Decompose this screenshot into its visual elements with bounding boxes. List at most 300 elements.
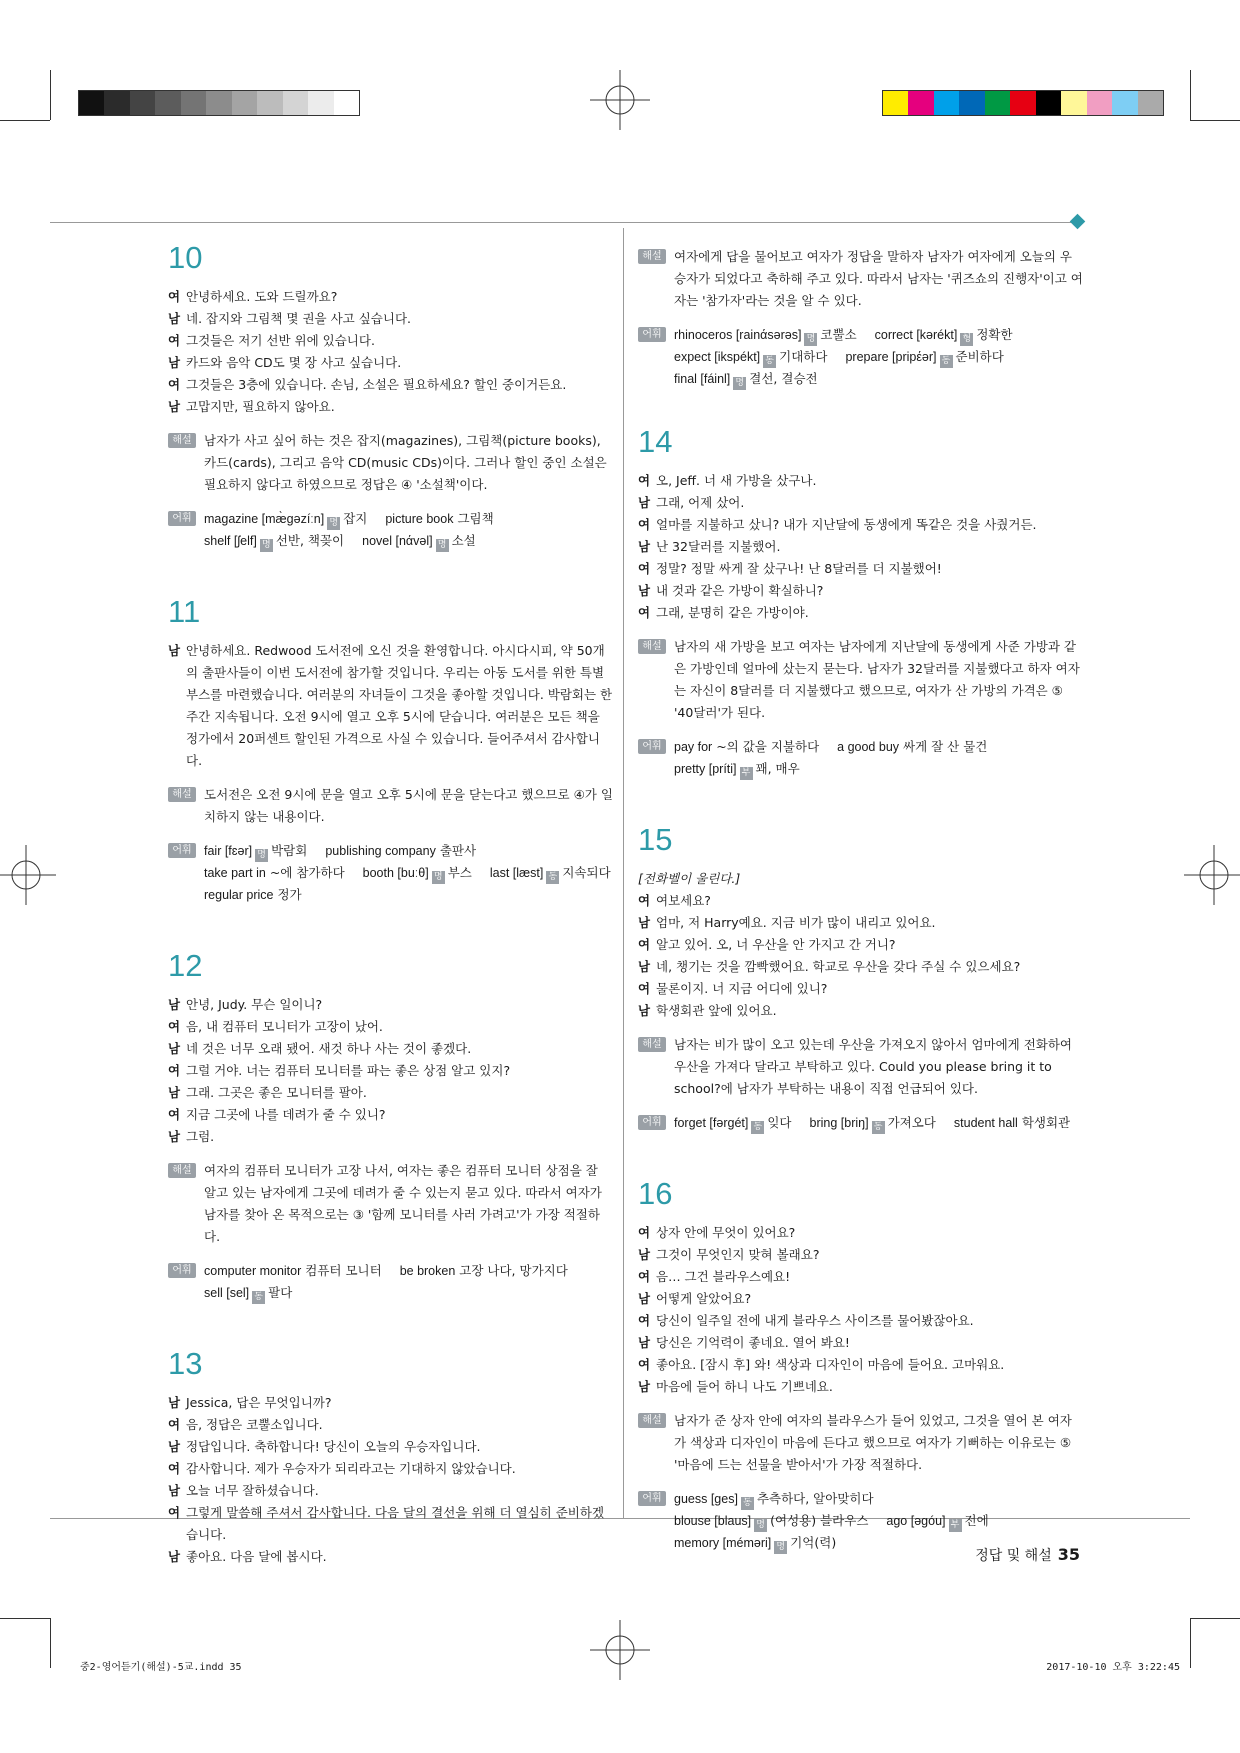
dialogue-line (168, 374, 613, 396)
utterance: 정말? 정말 싸게 잘 샀구나! 난 8달러를 더 지불했어! (656, 561, 942, 576)
cmyk-color-bar (882, 90, 1164, 116)
part-of-speech-badge: 명 (260, 539, 273, 552)
vocabulary (168, 1260, 613, 1304)
crop-mark (1190, 1618, 1191, 1668)
page-footer (975, 1545, 1080, 1565)
vocab-word: booth [buːθ] (362, 866, 429, 880)
speaker: 남 (168, 311, 181, 326)
vocab-word: ago [əgóu] (886, 1514, 946, 1528)
part-of-speech-badge: 명 (754, 1519, 767, 1532)
utterance: 당신이 일주일 전에 내게 블라우스 사이즈를 물어봤잖아요. (656, 1313, 974, 1328)
part-of-speech-badge: 부 (949, 1519, 962, 1532)
slug-filename: 중2-영어듣기(해설)-5교.indd 35 (80, 1662, 242, 1673)
speaker: 여 (168, 1107, 181, 1122)
vocab-badge: 어휘 (168, 1263, 196, 1278)
vocab-item (886, 1510, 988, 1532)
question-number: 15 (638, 822, 673, 857)
speaker: 남 (168, 399, 181, 414)
utterance: 네, 챙기는 것을 깜빡했어요. 학교로 우산을 갖다 주실 수 있으세요? (656, 959, 1021, 974)
dialogue-line (168, 1104, 613, 1126)
dialogue-line (638, 558, 1083, 580)
explanation (168, 784, 613, 828)
dialogue (168, 1392, 613, 1568)
vocab-item (837, 736, 987, 758)
speaker: 여 (638, 605, 651, 620)
color-swatch (79, 91, 104, 115)
dialogue-line (638, 1332, 1083, 1354)
speaker: 여 (168, 1505, 181, 1520)
vocab-item (845, 346, 1003, 368)
vocab-word: pretty [príti] (674, 762, 737, 776)
explanation-text: 남자가 준 상자 안에 여자의 블라우스가 들어 있었고, 그것을 열어 본 여자가 색상과 디자인이 마음에 든다고 했으므로 여자가 기뻐하는 이유로는 ⑤ '마음에 드는 선물을 받아서'가 가장 적절하다. (674, 1413, 1072, 1472)
explanation-text: 남자가 사고 싶어 하는 것은 잡지(magazines), 그림책(picture books), 카드(cards), 그리고 음악 CD(music CDs)이다. 그러나 할인 중인 소설은 필요하지 않다고 하였으므로 정답은 ④ '소설책'이다. (204, 433, 607, 492)
color-swatch (883, 91, 908, 115)
utterance: 그것이 무엇인지 맞혀 볼래요? (656, 1247, 820, 1262)
crop-mark (1190, 1618, 1240, 1619)
dialogue-line (168, 1458, 613, 1480)
explain-badge: 해설 (168, 787, 196, 802)
vocab-badge: 어휘 (168, 843, 196, 858)
explanation (638, 1034, 1083, 1100)
speaker: 남 (638, 1247, 651, 1262)
vocab-item (385, 508, 493, 530)
utterance: 그래, 분명히 같은 가방이야. (656, 605, 809, 620)
utterance: 안녕, Judy. 무슨 일이니? (186, 997, 323, 1012)
vocab-meaning: 컴퓨터 모니터 (305, 1263, 382, 1278)
question-12 (168, 948, 613, 1304)
speaker: 남 (168, 997, 181, 1012)
part-of-speech-badge: 명 (774, 1541, 787, 1554)
question-number: 10 (168, 240, 203, 275)
dialogue-line (638, 956, 1083, 978)
speaker: 남 (168, 1395, 181, 1410)
explanation-text: 여자의 컴퓨터 모니터가 고장 나서, 여자는 좋은 컴퓨터 모니터 상점을 잘 알고 있는 남자에게 그곳에 데려가 줄 수 있는지 묻고 있다. 따라서 여자가 남자를 찾아 온 목적으로는 ③ '함께 모니터를 사러 가려고'가 가장 적절하다. (204, 1163, 602, 1244)
dialogue-line (168, 1414, 613, 1436)
color-swatch (985, 91, 1010, 115)
vocab-item (674, 1510, 868, 1532)
dialogue-line (168, 1480, 613, 1502)
vocab-word: last [læst] (489, 866, 544, 880)
vocab-item (363, 862, 472, 884)
utterance: 그래, 어제 샀어. (656, 495, 745, 510)
vocab-item (204, 884, 302, 906)
utterance: 카드와 음악 CD도 몇 장 사고 싶습니다. (186, 355, 402, 370)
part-of-speech-badge: 명 (804, 333, 817, 346)
part-of-speech-badge: 동 (741, 1497, 754, 1510)
explain-badge: 해설 (168, 1163, 196, 1178)
vocab-word: sell [sel] (204, 1286, 250, 1300)
vocab-meaning: 잊다 (767, 1115, 792, 1130)
dialogue (638, 470, 1083, 624)
speaker: 여 (168, 1063, 181, 1078)
part-of-speech-badge: 형 (960, 333, 973, 346)
color-swatch (1036, 91, 1061, 115)
column-divider (623, 228, 624, 1518)
vocab-word: shelf [ʃelf] (204, 534, 257, 548)
vocab-word: blouse [blaus] (674, 1514, 752, 1528)
dialogue-line (168, 396, 613, 418)
dialogue-line (638, 912, 1083, 934)
dialogue-line (638, 580, 1083, 602)
part-of-speech-badge: 명 (255, 849, 268, 862)
speaker: 여 (168, 1019, 181, 1034)
dialogue-line (168, 1392, 613, 1414)
vocab-meaning: ~의 값을 지불하다 (716, 739, 820, 754)
utterance: 음, 정답은 코뿔소입니다. (186, 1417, 323, 1432)
utterance: 좋아요. 다음 달에 봅시다. (186, 1549, 327, 1564)
speaker: 남 (168, 1085, 181, 1100)
vocab-list (204, 508, 613, 552)
dialogue (168, 994, 613, 1148)
question-number: 16 (638, 1176, 673, 1211)
vocab-meaning: 전에 (964, 1513, 989, 1528)
crop-mark (1190, 70, 1191, 120)
explain-badge: 해설 (638, 249, 666, 264)
dialogue-line (168, 330, 613, 352)
utterance: 당신은 기억력이 좋네요. 열어 봐요! (656, 1335, 850, 1350)
dialogue-line (638, 1376, 1083, 1398)
part-of-speech-badge: 명 (432, 871, 445, 884)
vocab-item (325, 840, 476, 862)
utterance: 지금 그곳에 나를 데려가 줄 수 있니? (186, 1107, 386, 1122)
vocab-word: prepare [pripέər] (845, 350, 937, 364)
speaker: 남 (638, 915, 651, 930)
vocab-word: a good buy (837, 740, 900, 754)
question-14 (638, 424, 1083, 780)
registration-mark-icon (590, 70, 650, 130)
utterance: 안녕하세요. 도와 드릴까요? (186, 289, 338, 304)
vocab-item (674, 1488, 874, 1510)
vocab-item (674, 324, 857, 346)
utterance: 여보세요? (656, 893, 711, 908)
speaker: 여 (638, 937, 651, 952)
color-swatch (181, 91, 206, 115)
dialogue-line (638, 602, 1083, 624)
explain-badge: 해설 (638, 1413, 666, 1428)
vocab-meaning: 학생회관 (1021, 1115, 1071, 1130)
vocab-item (674, 1112, 792, 1134)
speaker: 남 (638, 1335, 651, 1350)
speaker: 여 (638, 1225, 651, 1240)
speaker: 여 (638, 1269, 651, 1284)
dialogue-line (168, 1126, 613, 1148)
color-swatch (1112, 91, 1137, 115)
dialogue-line (638, 492, 1083, 514)
explanation (638, 1410, 1083, 1476)
vocab-item (490, 862, 611, 884)
dialogue-line (638, 978, 1083, 1000)
utterance: Jessica, 답은 무엇입니까? (186, 1395, 332, 1410)
registration-mark-icon (1184, 845, 1240, 905)
utterance: 좋아요. [잠시 후] 와! 색상과 디자인이 마음에 들어요. 고마워요. (656, 1357, 1005, 1372)
speaker: 여 (638, 561, 651, 576)
dialogue-line (168, 994, 613, 1016)
right-column (638, 246, 1083, 1596)
footer-label: 정답 및 해설 (975, 1548, 1052, 1564)
part-of-speech-badge: 부 (740, 767, 753, 780)
utterance: 음, 내 컴퓨터 모니터가 고장이 났어. (186, 1019, 383, 1034)
color-swatch (232, 91, 257, 115)
left-column (168, 240, 613, 1610)
dialogue-line (638, 1310, 1083, 1332)
dialogue-line (168, 1038, 613, 1060)
dialogue-line (638, 1222, 1083, 1244)
speaker: 여 (168, 1461, 181, 1476)
dialogue (168, 286, 613, 418)
utterance: 네. 잡지와 그림책 몇 권을 사고 싶습니다. (186, 311, 411, 326)
vocab-meaning: 박람회 (271, 843, 308, 858)
registration-mark-icon (0, 845, 56, 905)
speaker: 남 (168, 1439, 181, 1454)
vocab-meaning: 싸게 잘 산 물건 (903, 739, 988, 754)
speaker: 남 (638, 1291, 651, 1306)
dialogue-line (638, 1266, 1083, 1288)
vocab-badge: 어휘 (168, 511, 196, 526)
utterance: 그래. 그곳은 좋은 모니터를 팔아. (186, 1085, 367, 1100)
question-number: 12 (168, 948, 203, 983)
question-15 (638, 822, 1083, 1134)
vocab-word: bring [briŋ] (809, 1116, 869, 1130)
explanation (168, 1160, 613, 1248)
vocab-meaning: 추측하다, 알아맞히다 (756, 1491, 874, 1506)
vocab-word: pay for (674, 740, 713, 754)
vocab-meaning: ~에 참가하다 (269, 865, 345, 880)
color-swatch (908, 91, 933, 115)
speaker: 여 (638, 893, 651, 908)
dialogue-line (638, 1288, 1083, 1310)
vocab-meaning: 팔다 (268, 1285, 293, 1300)
dialogue-line (168, 1436, 613, 1458)
vocab-word: picture book (385, 512, 454, 526)
vocabulary (168, 840, 613, 906)
vocab-meaning: 지속되다 (562, 865, 611, 880)
part-of-speech-badge: 명 (436, 539, 449, 552)
dialogue-line (168, 640, 613, 772)
crop-mark (0, 1618, 50, 1619)
explain-badge: 해설 (168, 433, 196, 448)
vocab-word: guess [ges] (674, 1492, 738, 1506)
vocab-item (810, 1112, 936, 1134)
utterance: 학생회관 앞에 있어요. (656, 1003, 777, 1018)
part-of-speech-badge: 동 (252, 1291, 265, 1304)
color-swatch (1061, 91, 1086, 115)
speaker: 여 (638, 1357, 651, 1372)
part-of-speech-badge: 동 (872, 1121, 885, 1134)
utterance: 물론이지. 너 지금 어디에 있니? (656, 981, 828, 996)
question-11 (168, 594, 613, 906)
color-swatch (206, 91, 231, 115)
vocab-meaning: 코뿔소 (820, 327, 857, 342)
speaker: 남 (168, 643, 181, 658)
vocab-meaning: 소설 (451, 533, 476, 548)
speaker: 여 (168, 1417, 181, 1432)
vocab-meaning: 잡지 (343, 511, 368, 526)
color-swatch (1010, 91, 1035, 115)
question-16 (638, 1176, 1083, 1554)
stage-direction: [전화벨이 울린다.] (638, 871, 741, 886)
dialogue-line (638, 536, 1083, 558)
vocab-list (204, 1260, 613, 1304)
vocab-item (400, 1260, 568, 1282)
crop-mark (50, 1618, 51, 1668)
explanation (168, 430, 613, 496)
vocab-word: fair [fɛər] (204, 844, 253, 858)
vocab-badge: 어휘 (638, 739, 666, 754)
part-of-speech-badge: 동 (751, 1121, 764, 1134)
speaker: 남 (168, 1129, 181, 1144)
speaker: 여 (168, 289, 181, 304)
dialogue-line (638, 470, 1083, 492)
vocab-word: forget [fərgét] (674, 1116, 749, 1130)
dialogue (638, 1222, 1083, 1398)
color-swatch (934, 91, 959, 115)
utterance: 감사합니다. 제가 우승자가 되리라고는 기대하지 않았습니다. (186, 1461, 516, 1476)
vocabulary (168, 508, 613, 552)
vocab-word: magazine [mæ̀gəzíːn] (204, 512, 325, 526)
utterance: 상자 안에 무엇이 있어요? (656, 1225, 796, 1240)
speaker: 여 (638, 1313, 651, 1328)
color-swatch (283, 91, 308, 115)
vocab-item (204, 1260, 382, 1282)
vocab-list (674, 736, 1083, 780)
vocab-item (875, 324, 1013, 346)
question-10 (168, 240, 613, 552)
question-13 (168, 1346, 613, 1568)
speaker: 남 (638, 583, 651, 598)
explanation-text: 남자는 비가 많이 오고 있는데 우산을 가져오지 않아서 엄마에게 전화하여 우산을 가져다 달라고 부탁하고 있다. Could you please bring it to school?에 남자가 부탁하는 내용이 직접 언급되어 있다. (674, 1037, 1073, 1096)
speaker: 여 (638, 981, 651, 996)
dialogue-line (638, 1354, 1083, 1376)
utterance: 난 32달러를 지불했어. (656, 539, 781, 554)
color-swatch (155, 91, 180, 115)
dialogue-line (168, 1060, 613, 1082)
vocab-word: memory [méməri] (674, 1536, 772, 1550)
vocab-item (674, 368, 818, 390)
dialogue-line (638, 890, 1083, 912)
vocab-meaning: 준비하다 (955, 349, 1004, 364)
vocab-item (674, 1532, 836, 1554)
vocab-meaning: 그림책 (457, 511, 494, 526)
vocab-item (204, 840, 307, 862)
vocab-word: student hall (953, 1116, 1018, 1130)
vocab-item (674, 346, 827, 368)
color-swatch (1087, 91, 1112, 115)
diamond-icon (1070, 214, 1086, 230)
color-swatch (104, 91, 129, 115)
dialogue-line (168, 286, 613, 308)
vocab-meaning: 가져오다 (887, 1115, 936, 1130)
dialogue (638, 890, 1083, 1022)
speaker: 남 (638, 495, 651, 510)
color-swatch (130, 91, 155, 115)
vocabulary (638, 1112, 1083, 1134)
vocab-meaning: 정가 (277, 887, 302, 902)
dialogue-line (638, 934, 1083, 956)
vocab-word: correct [kərékt] (874, 328, 958, 342)
vocab-meaning: (여성용) 블라우스 (770, 1513, 869, 1528)
speaker: 여 (638, 517, 651, 532)
color-swatch (1138, 91, 1163, 115)
slug-date: 2017-10-10 오후 3:22:45 (1046, 1662, 1180, 1673)
vocab-meaning: 부스 (447, 865, 472, 880)
top-rule (50, 222, 1080, 223)
part-of-speech-badge: 동 (940, 355, 953, 368)
vocab-meaning: 꽤, 매우 (755, 761, 800, 776)
vocab-badge: 어휘 (638, 1115, 666, 1130)
vocab-list (674, 1112, 1083, 1134)
speaker: 여 (168, 377, 181, 392)
dialogue-line (168, 1502, 613, 1546)
vocab-word: publishing company (325, 844, 436, 858)
question-number: 11 (168, 594, 201, 629)
utterance: 그것들은 3층에 있습니다. 손님, 소설은 필요하세요? 할인 중이거든요. (186, 377, 567, 392)
utterance: 그것들은 저기 선반 위에 있습니다. (186, 333, 375, 348)
speaker: 남 (168, 1041, 181, 1056)
speaker: 남 (168, 1483, 181, 1498)
vocab-item (204, 530, 344, 552)
utterance: 오늘 너무 잘하셨습니다. (186, 1483, 319, 1498)
explanation (638, 246, 1083, 312)
part-of-speech-badge: 동 (546, 871, 559, 884)
vocab-item (204, 508, 367, 530)
utterance: 그럴 거야. 너는 컴퓨터 모니터를 파는 좋은 상점 알고 있지? (186, 1063, 511, 1078)
utterance: 얼마를 지불하고 샀니? 내가 지난달에 동생에게 똑같은 것을 사줬거든. (656, 517, 1037, 532)
speaker: 남 (168, 355, 181, 370)
vocab-word: be broken (399, 1264, 456, 1278)
dialogue-line (168, 308, 613, 330)
vocabulary (638, 324, 1083, 390)
utterance: 마음에 들어 하니 나도 기쁘네요. (656, 1379, 833, 1394)
crop-mark (0, 120, 50, 121)
vocab-word: take part in (204, 866, 266, 880)
vocab-list (204, 840, 613, 906)
crop-mark (50, 70, 51, 120)
vocab-item (674, 736, 819, 758)
vocab-item (362, 530, 476, 552)
vocab-badge: 어휘 (638, 327, 666, 342)
color-swatch (257, 91, 282, 115)
dialogue (168, 640, 613, 772)
color-swatch (334, 91, 359, 115)
vocab-item (954, 1112, 1070, 1134)
vocab-word: novel [nάvəl] (362, 534, 433, 548)
utterance: 엄마, 저 Harry예요. 지금 비가 많이 내리고 있어요. (656, 915, 936, 930)
speaker: 남 (638, 1379, 651, 1394)
utterance: 네 것은 너무 오래 됐어. 새것 하나 사는 것이 좋겠다. (186, 1041, 472, 1056)
vocabulary (638, 736, 1083, 780)
utterance: 그럼. (186, 1129, 215, 1144)
utterance: 오, Jeff. 너 새 가방을 샀구나. (656, 473, 817, 488)
speaker: 남 (638, 539, 651, 554)
dialogue-line (638, 1000, 1083, 1022)
utterance: 안녕하세요. Redwood 도서전에 오신 것을 환영합니다. 아시다시피, 약 50개의 출판사들이 이번 도서전에 참가할 것입니다. 우리는 아동 도서를 위한 특별 부스를 마련했습니다. 여러분의 자녀들이 그것을 좋아할 것입니다. 박람회는 한 주간 지속됩니다. 오전 9시에 열고 오후 5시에 닫습니다. 여러분은 모든 책을 정가에서 20퍼센트 할인된 가격으로 사실 수 있습니다. 들어주셔서 감사합니다. (186, 643, 613, 768)
dialogue-line (168, 1546, 613, 1568)
question-13-answer (638, 246, 1083, 390)
speaker: 남 (168, 1549, 181, 1564)
utterance: 고맙지만, 필요하지 않아요. (186, 399, 335, 414)
part-of-speech-badge: 동 (763, 355, 776, 368)
color-swatch (308, 91, 333, 115)
explain-badge: 해설 (638, 639, 666, 654)
vocab-word: computer monitor (204, 1264, 302, 1278)
dialogue-line (168, 1082, 613, 1104)
crop-mark (1190, 120, 1240, 121)
part-of-speech-badge: 명 (327, 517, 340, 530)
vocab-meaning: 고장 나다, 망가지다 (459, 1263, 568, 1278)
vocab-meaning: 결선, 결승전 (749, 371, 818, 386)
explanation (638, 636, 1083, 724)
question-number: 13 (168, 1346, 203, 1381)
